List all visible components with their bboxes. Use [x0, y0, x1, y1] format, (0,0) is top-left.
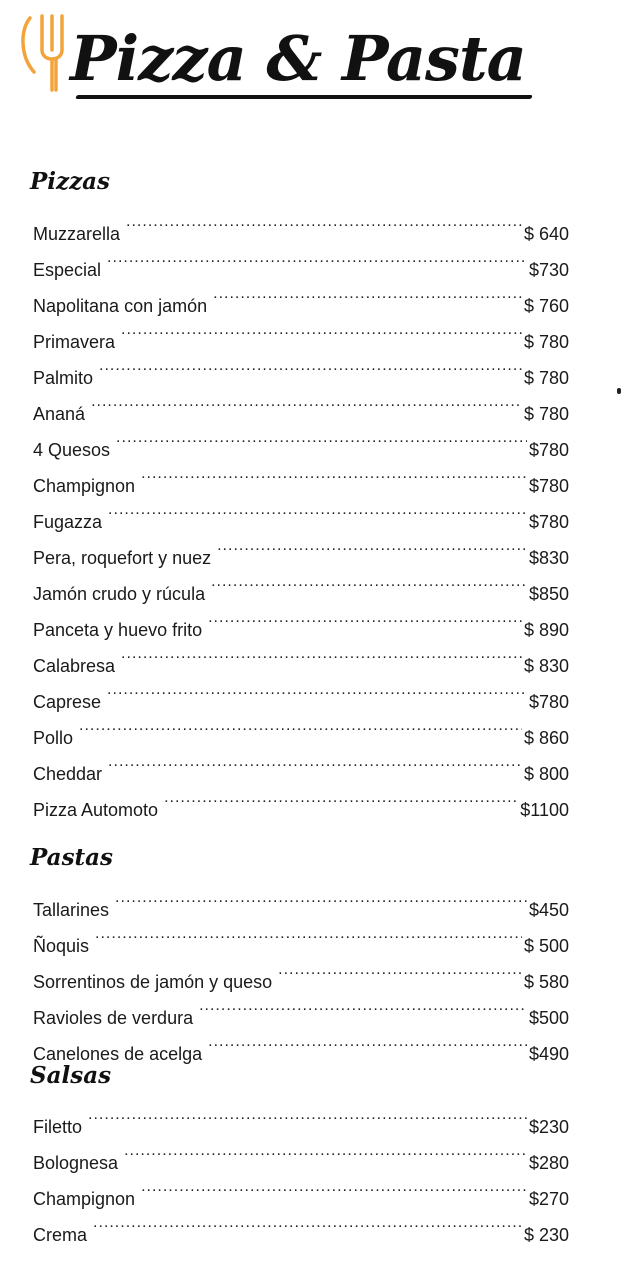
item-price: $ 760: [523, 296, 569, 316]
leader-dots: [278, 952, 522, 988]
leader-dots: [88, 1097, 527, 1133]
leader-dots: [208, 600, 522, 636]
menu-item: [33, 1205, 569, 1245]
item-name: 4 Quesos: [33, 440, 111, 460]
item-name: Cheddar: [33, 764, 103, 784]
leader-dots: [121, 312, 522, 348]
menu-item: [33, 348, 569, 388]
leader-dots: [141, 456, 527, 492]
item-name: Champignon: [33, 1189, 136, 1209]
leader-dots: [115, 880, 527, 916]
item-name: Pollo: [33, 728, 74, 748]
item-price: $780: [528, 512, 569, 532]
leader-dots: [124, 1133, 527, 1169]
item-name: Ñoquis: [33, 936, 90, 956]
title-underline: [75, 95, 532, 99]
item-price: $270: [528, 1189, 569, 1209]
item-price: $830: [528, 548, 569, 568]
leader-dots: [126, 204, 522, 240]
edge-mark: [617, 388, 621, 394]
item-name: Champignon: [33, 476, 136, 496]
leader-dots: [208, 1024, 527, 1060]
section-title-pizzas: Pizzas: [30, 168, 111, 195]
leader-dots: [199, 988, 527, 1024]
item-name: Bolognesa: [33, 1153, 119, 1173]
item-price: $ 800: [523, 764, 569, 784]
item-price: $ 830: [523, 656, 569, 676]
item-price: $ 780: [523, 368, 569, 388]
item-price: $ 860: [523, 728, 569, 748]
leader-dots: [99, 348, 522, 384]
item-name: Filetto: [33, 1117, 83, 1137]
section-title-salsas: Salsas: [30, 1062, 112, 1089]
item-name: Fugazza: [33, 512, 103, 532]
leader-dots: [108, 744, 522, 780]
item-name: Palmito: [33, 368, 94, 388]
item-price: $490: [528, 1044, 569, 1064]
leader-dots: [79, 708, 522, 744]
leader-dots: [93, 1205, 522, 1241]
menu-item: [33, 880, 569, 920]
leader-dots: [95, 916, 522, 952]
item-name: Ravioles de verdura: [33, 1008, 194, 1028]
item-name: Caprese: [33, 692, 102, 712]
leader-dots: [91, 384, 522, 420]
menu-item: [33, 528, 569, 568]
menu-item: [33, 780, 569, 820]
item-name: Panceta y huevo frito: [33, 620, 203, 640]
item-name: Calabresa: [33, 656, 116, 676]
menu-item: [33, 1133, 569, 1173]
leader-dots: [213, 276, 522, 312]
item-name: Jamón crudo y rúcula: [33, 584, 206, 604]
item-name: Tallarines: [33, 900, 110, 920]
menu-item: [33, 276, 569, 316]
item-name: Sorrentinos de jamón y queso: [33, 972, 273, 992]
item-price: $850: [528, 584, 569, 604]
item-price: $730: [528, 260, 569, 280]
item-price: $780: [528, 476, 569, 496]
menu-item: [33, 204, 569, 244]
item-name: Crema: [33, 1225, 88, 1245]
leader-dots: [121, 636, 522, 672]
menu-item: [33, 672, 569, 712]
item-price: $780: [528, 440, 569, 460]
pastas-list: [33, 880, 569, 1064]
pizzas-list: [33, 204, 569, 820]
leader-dots: [107, 240, 527, 276]
item-price: $ 780: [523, 332, 569, 352]
menu-item: [33, 240, 569, 280]
item-price: $ 580: [523, 972, 569, 992]
item-price: $1100: [520, 800, 569, 820]
menu-item: [33, 420, 569, 460]
menu-item: [33, 1097, 569, 1137]
page-title: Pizza & Pasta: [70, 22, 526, 95]
leader-dots: [217, 528, 527, 564]
leader-dots: [107, 672, 527, 708]
item-name: Pera, roquefort y nuez: [33, 548, 212, 568]
menu-item: [33, 708, 569, 748]
item-price: $780: [528, 692, 569, 712]
item-price: $ 500: [523, 936, 569, 956]
item-name: Primavera: [33, 332, 116, 352]
leader-dots: [116, 420, 527, 456]
menu-item: [33, 916, 569, 956]
item-name: Ananá: [33, 404, 86, 424]
leader-dots: [164, 780, 518, 816]
item-price: $ 640: [523, 224, 569, 244]
menu-item: [33, 744, 569, 784]
menu-item: [33, 384, 569, 424]
item-price: $500: [528, 1008, 569, 1028]
item-name: Especial: [33, 260, 102, 280]
leader-dots: [211, 564, 527, 600]
salsas-list: [33, 1097, 569, 1245]
item-price: $ 230: [523, 1225, 569, 1245]
item-price: $ 780: [523, 404, 569, 424]
item-price: $280: [528, 1153, 569, 1173]
leader-dots: [141, 1169, 527, 1205]
item-price: $230: [528, 1117, 569, 1137]
leader-dots: [108, 492, 527, 528]
item-price: $ 890: [523, 620, 569, 640]
menu-item: [33, 492, 569, 532]
item-name: Napolitana con jamón: [33, 296, 208, 316]
item-price: $450: [528, 900, 569, 920]
item-name: Pizza Automoto: [33, 800, 159, 820]
item-name: Canelones de acelga: [33, 1044, 203, 1064]
item-name: Muzzarella: [33, 224, 121, 244]
menu-item: [33, 952, 569, 992]
section-title-pastas: Pastas: [30, 844, 114, 871]
